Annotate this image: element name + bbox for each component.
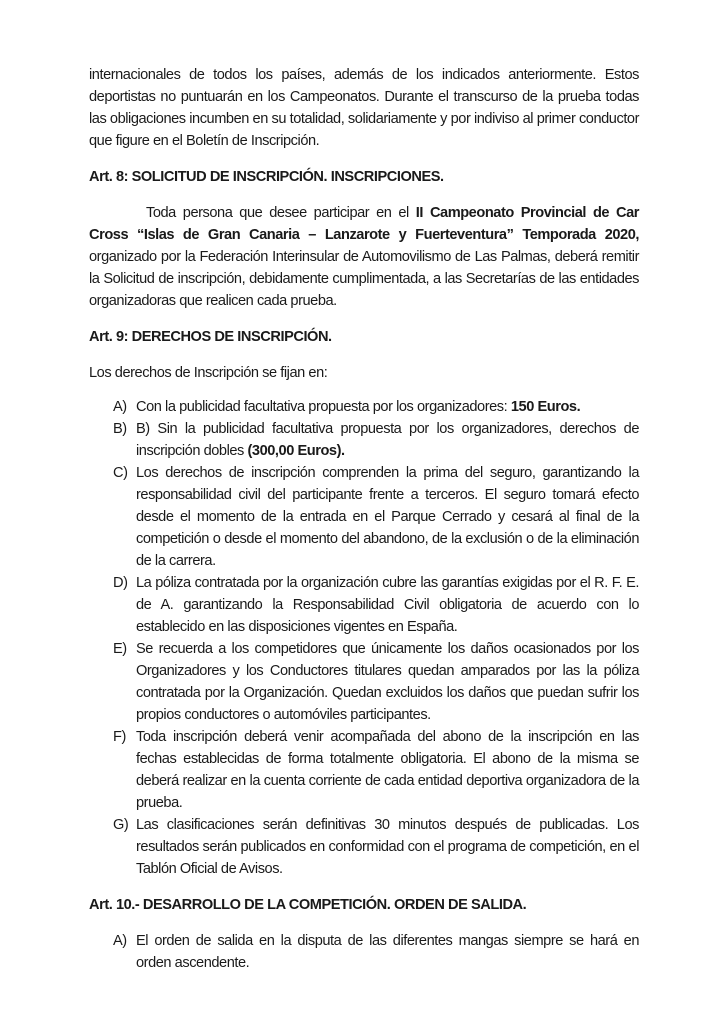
list-item-text: Toda inscripción deberá venir acompañada del abono de la inscripción en las fechas establecidas de forma totalmente obligatoria. El abono de la misma se deberá realizar en la cuenta corriente de cada entidad deportiva organizadora de la prueba. [136,729,639,811]
list-item-text: La póliza contratada por la organización cubre las garantías exigidas por el R. F. E. de A. garantizando la Responsabilidad Civil obligatoria de acuerdo con lo establecido en las disposiciones vigentes en España. [136,575,639,635]
list-marker: C) [113,465,128,481]
list-item [89,418,639,462]
item-bold-text: 150 Euros. [510,399,581,415]
list-marker: A) [113,399,127,415]
art10-list [89,930,639,974]
list-item [89,726,639,814]
list-marker: E) [113,641,127,657]
art9-intro: Los derechos de Inscripción se fijan en: [89,365,328,381]
list-item [89,572,639,638]
list-item-text: Se recuerda a los competidores que únicamente los daños ocasionados por los Organizadores y los Conductores titulares quedan amparados por las la póliza contratada por la Organización. Quedan excluidos los daños que puedan sufrir los propios conductores o automóviles participantes. [136,641,639,723]
list-marker: F) [113,729,126,745]
art9-list [89,396,639,880]
item-text: B) Sin la publicidad facultativa propuesta por los organizadores, derechos de inscripción dobles [136,421,639,459]
art8-text-bold: II Campeonato Provincial de Car Cross “Islas de Gran Canaria – Lanzarote y Fuerteventura” Temporada 2020, [89,205,639,243]
item-bold-text: (300,00 Euros). [247,443,345,459]
art9-heading: Art. 9: DERECHOS DE INSCRIPCIÓN. [89,329,332,345]
list-marker: A) [113,933,127,949]
list-item-text: Las clasificaciones serán definitivas 30 minutos después de publicadas. Los resultados serán publicados en conformidad con el programa de competición, en el Tablón Oficial de Avisos. [136,817,639,877]
document-page [89,64,639,988]
list-item [89,462,639,572]
art8-text-pre: Toda persona que desee participar en el [146,205,416,221]
list-item [89,814,639,880]
list-item [89,930,639,974]
art8-heading: Art. 8: SOLICITUD DE INSCRIPCIÓN. INSCRIPCIONES. [89,169,444,185]
intro-paragraph: internacionales de todos los países, además de los indicados anteriormente. Estos deportistas no puntuarán en los Campeonatos. Durante el transcurso de la prueba todas las obligaciones incumben en su totalidad, solidariamente y por indiviso al primer conductor que figure en el Boletín de Inscripción. [89,67,639,149]
list-item-text: El orden de salida en la disputa de las diferentes mangas siempre se hará en orden ascendente. [136,933,639,971]
list-item [89,638,639,726]
list-marker: G) [113,817,129,833]
art10-heading: Art. 10.- DESARROLLO DE LA COMPETICIÓN. ORDEN DE SALIDA. [89,897,527,913]
list-marker: B) [113,421,127,437]
art8-paragraph [89,202,639,312]
item-text: Con la publicidad facultativa propuesta por los organizadores: [136,399,511,415]
list-marker: D) [113,575,128,591]
list-item-text [136,396,639,418]
list-item [89,396,639,418]
list-item-text [136,418,639,462]
art8-text-post: organizado por la Federación Interinsular de Automovilismo de Las Palmas, deberá remitir la Solicitud de inscripción, debidamente cumplimentada, a las Secretarías de las entidades organizadoras que realicen cada prueba. [89,249,639,309]
list-item-text: Los derechos de inscripción comprenden la prima del seguro, garantizando la responsabilidad civil del participante frente a terceros. El seguro tomará efecto desde el momento de la entrada en el Parque Cerrado y cesará al final de la competición o desde el momento del abandono, de la exclusión o de la eliminación de la carrera. [136,465,639,569]
